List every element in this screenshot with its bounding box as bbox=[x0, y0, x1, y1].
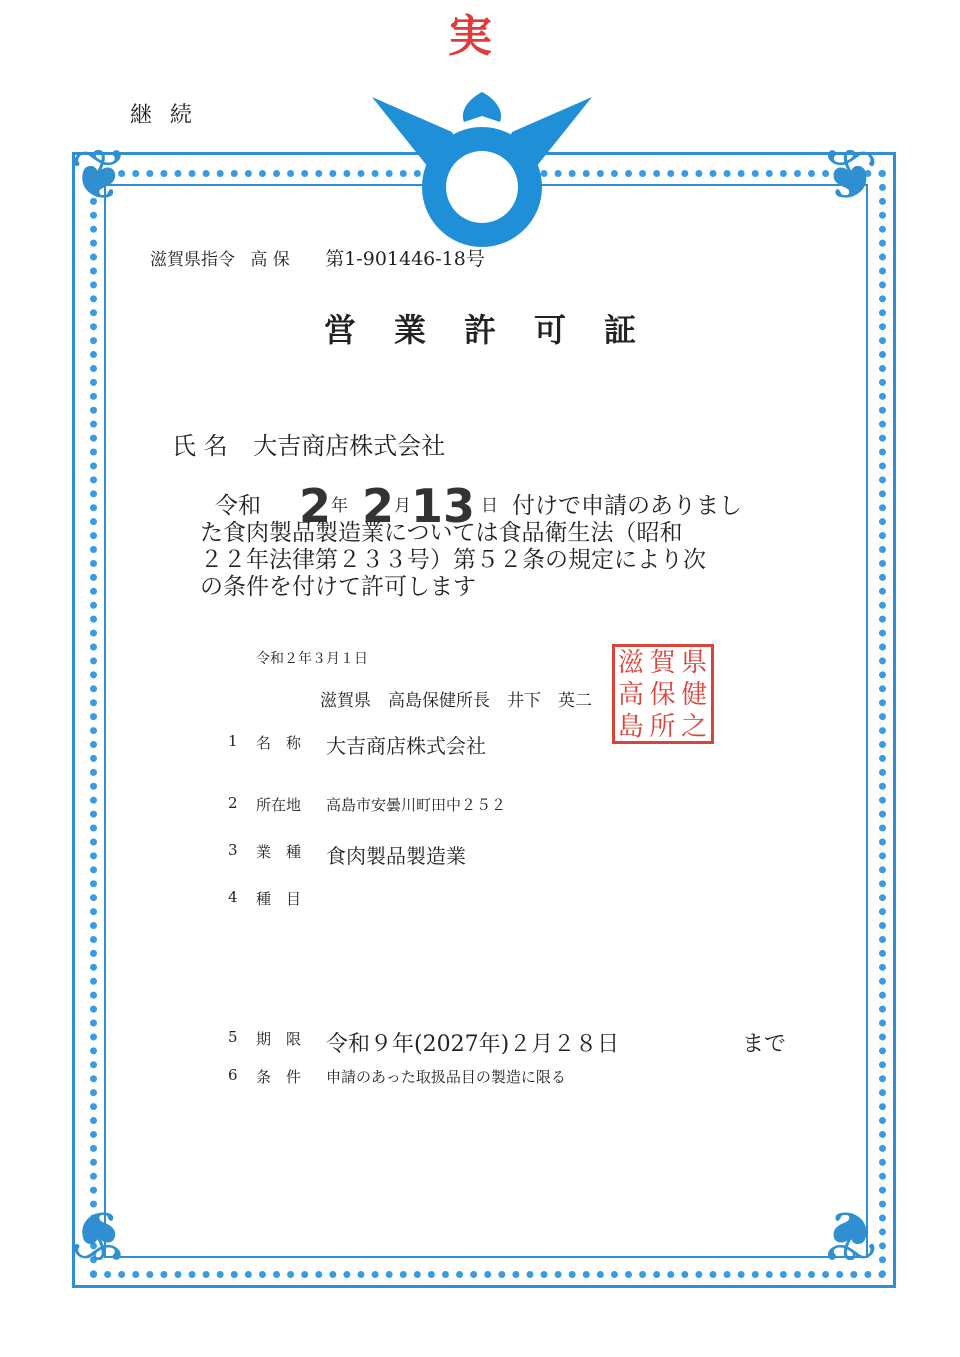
day-unit: 日 bbox=[481, 496, 499, 516]
corner-ornament-icon: ❦ bbox=[820, 134, 879, 216]
official-seal-stamp bbox=[612, 644, 714, 744]
item-2-value: 高島市安曇川町田中２５２ bbox=[326, 796, 507, 814]
item-4-label: 種 目 bbox=[256, 890, 302, 908]
statement-line-1: 付けで申請のありまし bbox=[512, 493, 743, 519]
seal-char: 賀 bbox=[649, 648, 676, 678]
prefecture-emblem-icon bbox=[372, 92, 592, 252]
item-3-label: 業 種 bbox=[256, 843, 302, 861]
item-6-label: 条 件 bbox=[256, 1068, 302, 1086]
item-1-label: 名 称 bbox=[256, 734, 302, 752]
item-2-label: 所在地 bbox=[256, 796, 302, 814]
registration-authority: 滋賀県指令 bbox=[150, 250, 235, 270]
holder-line bbox=[172, 426, 445, 461]
top-red-stamp: 実 bbox=[448, 11, 492, 62]
statement-line-3: ２２年法律第２３３号）第５２条の規定により次 bbox=[200, 547, 706, 573]
item-5-number: 5 bbox=[228, 1028, 238, 1046]
year-unit: 年 bbox=[331, 496, 349, 516]
seal-char: 所 bbox=[649, 712, 676, 742]
item-4-number: 4 bbox=[228, 888, 238, 906]
statement-line-2: た食肉製品製造業については食品衛生法（昭和 bbox=[200, 520, 683, 546]
issuer-name: 滋賀県 高島保健所長 井下 英二 bbox=[320, 691, 592, 711]
holder-name: 大吉商店株式会社 bbox=[253, 432, 446, 460]
corner-ornament-icon: ❦ bbox=[70, 1194, 129, 1276]
registration-number: 第1-901446-18号 bbox=[325, 248, 485, 270]
item-6-value: 申請のあった取扱品目の製造に限る bbox=[326, 1068, 566, 1086]
seal-char: 保 bbox=[649, 680, 676, 710]
certificate-title: 営業許可証 bbox=[323, 311, 674, 349]
item-5-label: 期 限 bbox=[256, 1030, 302, 1048]
application-statement bbox=[200, 478, 780, 601]
statement-line-4: の条件を付けて許可します bbox=[200, 574, 476, 600]
item-3-value: 食肉製品製造業 bbox=[326, 844, 466, 868]
seal-char: 之 bbox=[681, 712, 708, 742]
seal-char: 島 bbox=[617, 712, 644, 742]
month-unit: 月 bbox=[394, 496, 412, 516]
item-1-number: 1 bbox=[228, 732, 238, 750]
seal-char: 滋 bbox=[617, 648, 644, 678]
corner-ornament-icon: ❦ bbox=[70, 134, 129, 216]
seal-char: 高 bbox=[617, 680, 644, 710]
item-2-number: 2 bbox=[228, 794, 238, 812]
application-day: 13 bbox=[411, 479, 476, 533]
application-month: 2 bbox=[362, 479, 395, 533]
holder-label: 氏 名 bbox=[172, 432, 228, 460]
item-1-value: 大吉商店株式会社 bbox=[326, 734, 486, 758]
application-year: 2 bbox=[299, 479, 332, 533]
issue-date: 令和２年３月１日 bbox=[256, 651, 368, 667]
registration-number-line bbox=[150, 244, 495, 271]
application-era: 令和 bbox=[215, 493, 261, 519]
registration-office: 高 保 bbox=[250, 250, 290, 270]
corner-ornament-icon: ❦ bbox=[820, 1194, 879, 1276]
seal-char: 健 bbox=[681, 680, 708, 710]
renewal-label: 継続 bbox=[130, 103, 211, 128]
item-5-value: 令和９年(2027年)２月２８日 bbox=[326, 1032, 620, 1057]
item-5-suffix: まで bbox=[742, 1032, 787, 1057]
item-6-number: 6 bbox=[228, 1066, 238, 1084]
seal-char: 県 bbox=[681, 648, 708, 678]
item-3-number: 3 bbox=[228, 841, 238, 859]
